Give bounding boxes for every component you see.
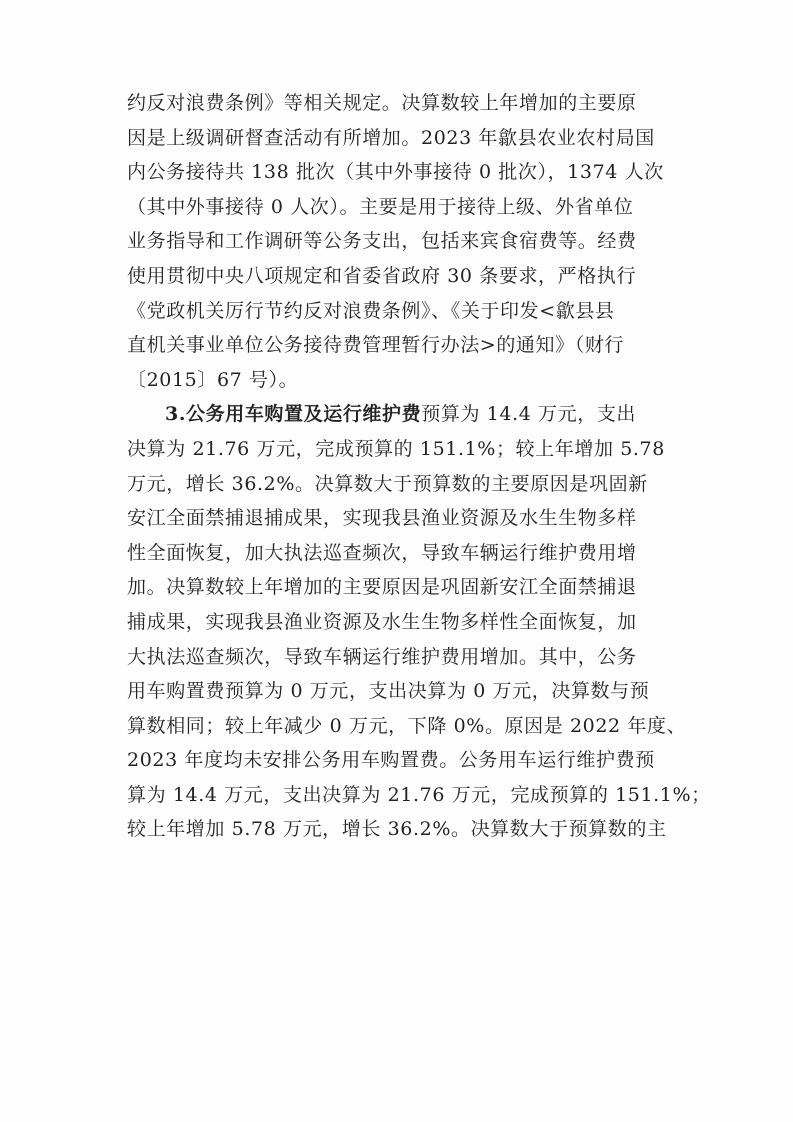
text-line: 用车购置费预算为 0 万元，支出决算为 0 万元，决算数与预 (127, 680, 650, 703)
text-line: 使用贯彻中央八项规定和省委省政府 30 条要求，严格执行 (127, 264, 637, 287)
text-line: 《党政机关厉行节约反对浪费条例》、《关于印发<歙县县 (127, 299, 615, 322)
text-line: 大执法巡查频次，导致车辆运行维护费用增加。其中，公务 (127, 645, 637, 668)
text-line: 算为 14.4 万元，支出决算为 21.76 万元，完成预算的 151.1%； (127, 783, 711, 806)
section-3-heading: 3.公务用车购置及运行维护费 (165, 403, 422, 426)
text-line: 较上年增加 5.78 万元，增长 36.2%。决算数大于预算数的主 (127, 818, 667, 841)
text-line: 万元，增长 36.2%。决算数大于预算数的主要原因是巩固新 (127, 472, 648, 495)
text-line: 因是上级调研督查活动有所增加。2023 年歙县农业农村局国 (127, 126, 655, 149)
text-line: 直机关事业单位公务接待费管理暂行办法>的通知》（财行 (127, 334, 625, 357)
text-line: 约反对浪费条例》等相关规定。决算数较上年增加的主要原 (127, 92, 637, 114)
section-3-first-line (127, 397, 687, 432)
text-line: 决算为 21.76 万元，完成预算的 151.1%；较上年增加 5.78 (127, 437, 665, 460)
section-3-first-line-text: 预算为 14.4 万元，支出 (421, 403, 637, 426)
document-body (127, 86, 711, 847)
text-line: 捕成果，实现我县渔业资源及水生生物多样性全面恢复，加 (127, 610, 637, 633)
text-line: （其中外事接待 0 人次）。主要是用于接待上级、外省单位 (127, 195, 634, 218)
text-line: 〔2015〕67 号）。 (127, 368, 299, 391)
text-line: 业务指导和工作调研等公务支出，包括来宾食宿费等。经费 (127, 230, 637, 253)
text-line: 内公务接待共 138 批次（其中外事接待 0 批次），1374 人次 (127, 161, 664, 184)
text-line: 加。决算数较上年增加的主要原因是巩固新安江全面禁捕退 (127, 576, 637, 599)
text-line: 性全面恢复，加大执法巡查频次，导致车辆运行维护费用增 (127, 541, 637, 564)
text-line: 算数相同；较上年减少 0 万元，下降 0%。原因是 2022 年度、 (127, 714, 687, 737)
text-line: 安江全面禁捕退捕成果，实现我县渔业资源及水生生物多样 (127, 507, 637, 530)
text-line: 2023 年度均未安排公务用车购置费。公务用车运行维护费预 (127, 749, 655, 772)
